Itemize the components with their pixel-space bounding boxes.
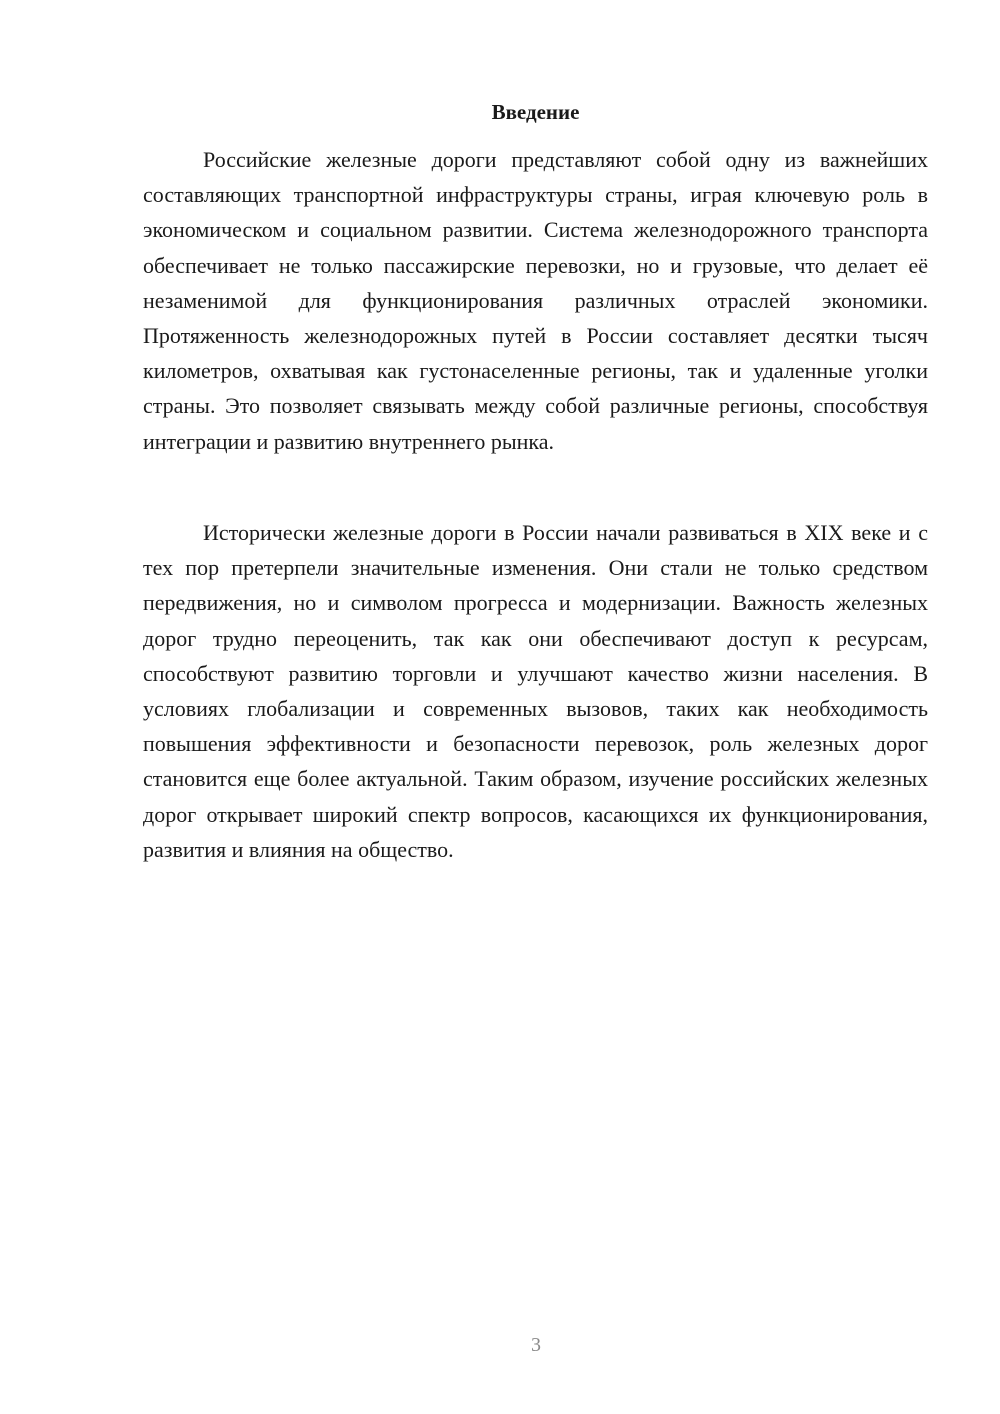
paragraph-intro: Российские железные дороги представляют собой одну из важнейших составляющих транспортной инфраструктуры страны, играя ключевую роль в экономическом и социальном развитии. Система железнодорожного транспорта обеспечивает не только пассажирские перевозки, но и грузовые, что делает её незаменимой для функционирования различных отраслей экономики. Протяженность железнодорожных путей в России составляет десятки тысяч километров, охватывая как густонаселенные регионы, так и удаленные уголки страны. Это позволяет связывать между собой различные регионы, способствуя интеграции и развитию внутреннего рынка. bbox=[143, 147, 928, 454]
section-heading: Введение bbox=[491, 100, 580, 124]
paragraph-history: Исторически железные дороги в России начали развиваться в XIX веке и с тех пор претерпели значительные изменения. Они стали не только средством передвижения, но и символом прогресса и модернизации. Важность железных дорог трудно переоценить, так как они обеспечивают доступ к ресурсам, способствуют развитию торговли и улучшают качество жизни населения. В условиях глобализации и современных вызовов, таких как необходимость повышения эффективности и безопасности перевозок, роль железных дорог становится еще более актуальной. Таким образом, изучение российских железных дорог открывает широкий спектр вопросов, касающихся их функционирования, развития и влияния на общество. bbox=[143, 520, 928, 862]
page-number: 3 bbox=[531, 1334, 541, 1356]
